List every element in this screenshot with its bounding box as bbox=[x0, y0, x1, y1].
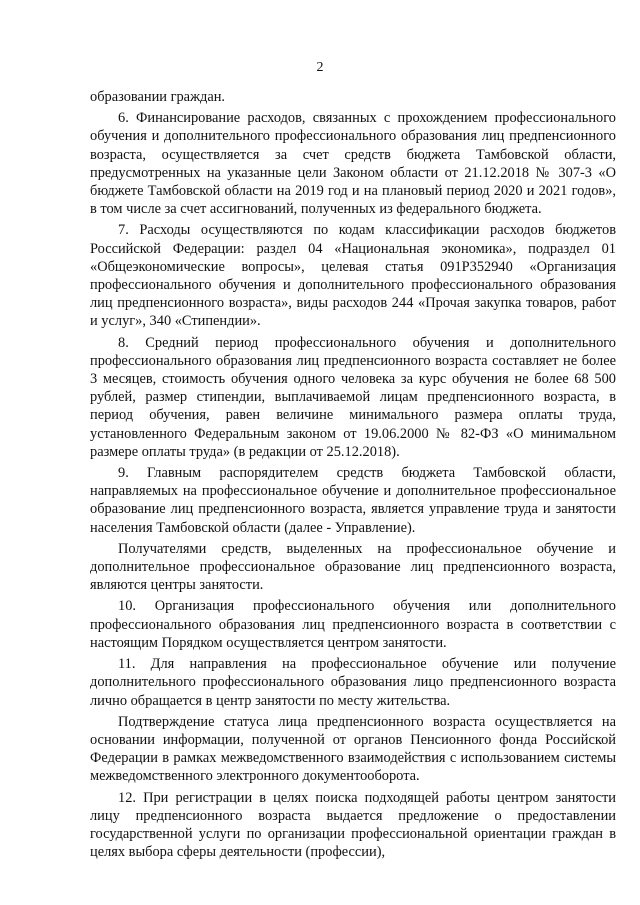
paragraph-item-6: 6. Финансирование расходов, связанных с прохождением профессионального обучения и дополнительного профессионального образования лиц предпенсионного возраста, осуществляется за счет средств бюджета Тамбовской области, предусмотренных на указанные цели Законом области от 21.12.2018 № 307-3 «О бюджете Тамбовской области на 2019 год и на плановый период 2020 и 2021 годов», в том числе за счет ассигнований, полученных из федерального бюджета. bbox=[90, 110, 616, 218]
document-body bbox=[90, 88, 616, 864]
paragraph-item-9: 9. Главным распорядителем средств бюджета Тамбовской области, направляемых на профессиональное обучение и дополнительное профессиональное образование лиц предпенсионного возраста, является управление труда и занятости населения Тамбовской области (далее - Управление). bbox=[90, 465, 616, 536]
paragraph-item-10: 10. Организация профессионального обучения или дополнительного профессионального образования лиц предпенсионного возраста в соответствии с настоящим Порядком осуществляется центром занятости. bbox=[90, 598, 616, 651]
paragraph-item-8: 8. Средний период профессионального обучения и дополнительного профессионального образования лиц предпенсионного возраста составляет не более 3 месяцев, стоимость обучения одного человека за курс обучения не более 68 500 рублей, размер стипендии, выплачиваемой лицам предпенсионного возраста, в период обучения, равен величине минимального размера оплаты труда, установленного Федеральным законом от 19.06.2000 № 82-ФЗ «О минимальном размере оплаты труда» (в редакции от 25.12.2018). bbox=[90, 334, 616, 460]
paragraph-status-confirmation: Подтверждение статуса лица предпенсионного возраста осуществляется на основании информации, полученной от органов Пенсионного фонда Российской Федерации в рамках межведомственного взаимодействия с использованием системы межведомственного электронного документооборота. bbox=[90, 713, 616, 785]
page-number: 2 bbox=[316, 60, 324, 75]
paragraph-recipients: Получателями средств, выделенных на профессиональное обучение и дополнительное профессиональное образование лиц предпенсионного возраста, являются центры занятости. bbox=[90, 540, 616, 594]
paragraph-item-11: 11. Для направления на профессиональное обучение или получение дополнительного профессионального образования лицо предпенсионного возраста лично обращается в центр занятости по месту жительства. bbox=[90, 656, 616, 709]
paragraph-item-12: 12. При регистрации в целях поиска подходящей работы центром занятости лицу предпенсионного возраста выдается предложение о предоставлении государственной услуги по организации профессиональной ориентации граждан в целях выбора сферы деятельности (профессии), bbox=[90, 789, 616, 861]
paragraph-continuation: образовании граждан. bbox=[90, 89, 226, 105]
paragraph-item-7: 7. Расходы осуществляются по кодам классификации расходов бюджетов Российской Федерации: раздел 04 «Национальная экономика», подраздел 01 «Общеэкономические вопросы», целевая статья 091P352940 «Организация профессионального обучения и дополнительного профессионального образования лиц предпенсионного возраста», виды расходов 244 «Прочая закупка товаров, работ и услуг», 340 «Стипендии». bbox=[90, 222, 616, 330]
